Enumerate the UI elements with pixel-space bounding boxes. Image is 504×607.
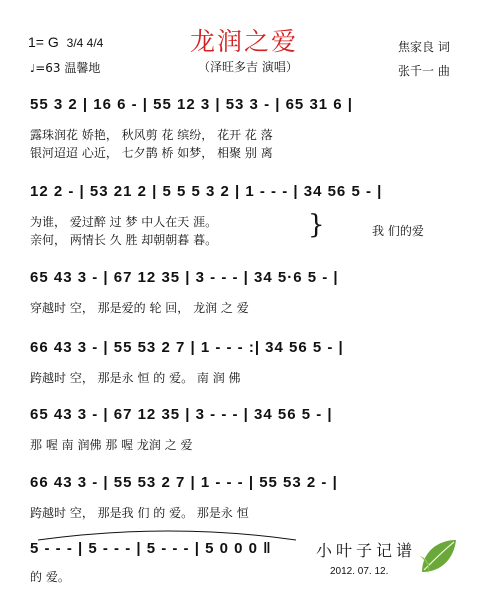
lyric-line-4: 跨越时 空， 那是永 恒 的 爱。 南 润 佛 bbox=[30, 371, 241, 385]
lyric-line-7: 的 爱。 bbox=[30, 570, 70, 584]
lyric-line-5: 那 喔 南 润佛 那 喔 龙润 之 爱 bbox=[30, 438, 193, 452]
lyric-line-1a: 露珠润花 娇艳， 秋风剪 花 缤纷， 花开 花 落 bbox=[30, 128, 273, 142]
key-label: 1= G bbox=[28, 34, 59, 50]
score-line-1: 55 3 2 | 16 6 - | 55 12 3 | 53 3 - | 65 31 6 | bbox=[30, 96, 354, 113]
lyric-line-2a: 为谁， 爱过醉 过 梦 中人在天 涯。 bbox=[30, 215, 218, 229]
verse-brace: } bbox=[308, 210, 325, 240]
composer-credit: 张千一 曲 bbox=[398, 64, 450, 78]
lyric-line-2b: 亲何， 两情长 久 胜 却朝朝暮 暮。 bbox=[30, 233, 218, 247]
score-line-4: 66 43 3 - | 55 53 2 7 | 1 - - - :| 34 56 5 - | bbox=[30, 339, 344, 356]
transcription-date: 2012. 07. 12. bbox=[330, 566, 389, 577]
score-line-3: 65 43 3 - | 67 12 35 | 3 - - - | 34 5·6 5 - | bbox=[30, 269, 339, 286]
score-line-7: 5 - - - | 5 - - - | 5 - - - | 5 0 0 0 ‖ bbox=[30, 540, 272, 557]
performer-credit: （泽旺多吉 演唱） bbox=[198, 60, 298, 74]
lyricist-credit: 焦家良 词 bbox=[398, 40, 450, 54]
lyric-line-3: 穿越时 空， 那是爱的 轮 回， 龙润 之 爱 bbox=[30, 301, 249, 315]
lyric-line-6: 跨越时 空， 那是我 们 的 爱。 那是永 恒 bbox=[30, 506, 249, 520]
lyric-line-1b: 银河迢迢 心近， 七夕鹊 桥 如梦， 相聚 别 离 bbox=[30, 146, 273, 160]
tempo-marking bbox=[30, 59, 100, 76]
song-title: 龙润之爱 bbox=[190, 27, 299, 56]
key-signature bbox=[28, 34, 103, 50]
score-line-5: 65 43 3 - | 67 12 35 | 3 - - - | 34 56 5 - | bbox=[30, 406, 333, 423]
side-lyric: 我 们的爱 bbox=[372, 224, 424, 238]
score-line-2: 12 2 - | 53 21 2 | 5 5 5 3 2 | 1 - - - | 34 56 5 - | bbox=[30, 183, 383, 200]
quarter-note-icon: ♩ bbox=[30, 62, 36, 75]
leaf-icon bbox=[416, 534, 460, 578]
transcriber-signature: 小叶子记谱 bbox=[316, 541, 417, 560]
score-line-6: 66 43 3 - | 55 53 2 7 | 1 - - - | 55 53 2 - | bbox=[30, 474, 338, 491]
tempo-text: =63 温馨地 bbox=[35, 61, 101, 75]
time-signature: 3/4 4/4 bbox=[66, 36, 104, 50]
